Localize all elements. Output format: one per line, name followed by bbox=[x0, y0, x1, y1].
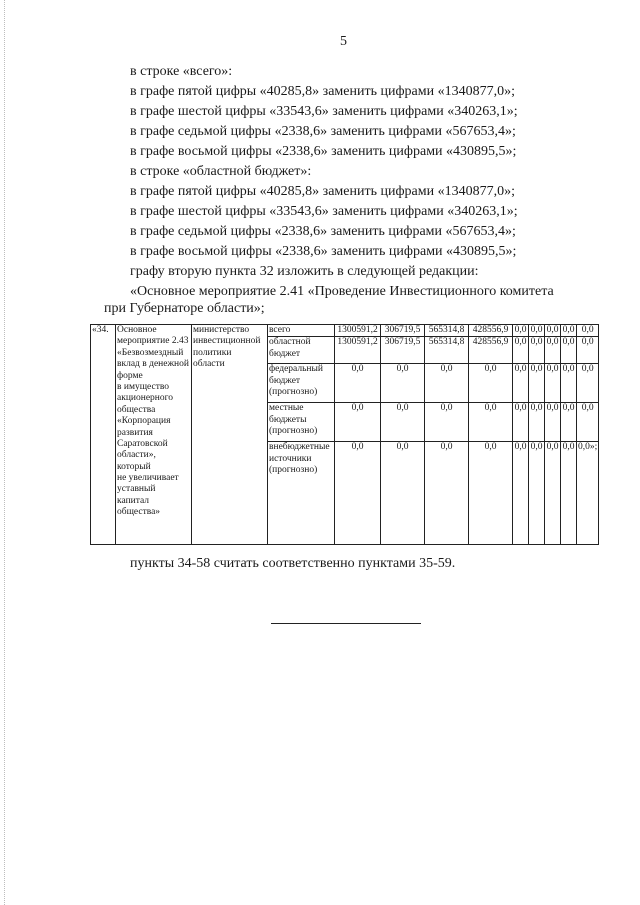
value-cell: 306719,5 bbox=[381, 337, 425, 364]
value-cell: 0,0 bbox=[381, 364, 425, 403]
value-cell: 0,0»; bbox=[577, 442, 599, 545]
value-cell: 1300591,2 bbox=[335, 325, 381, 337]
value-cell: 0,0 bbox=[335, 364, 381, 403]
body-line: при Губернаторе области»; bbox=[104, 301, 265, 316]
value-cell: 0,0 bbox=[577, 364, 599, 403]
value-cell: 0,0 bbox=[513, 325, 529, 337]
source-cell: местные бюджеты (прогнозно) bbox=[268, 403, 335, 442]
value-cell: 0,0 bbox=[335, 403, 381, 442]
executor-cell: министерство инвестиционной политики области bbox=[192, 325, 268, 545]
value-cell: 0,0 bbox=[381, 403, 425, 442]
value-cell: 565314,8 bbox=[425, 337, 469, 364]
body-line: в графе шестой цифры «33543,6» заменить цифрами «340263,1»; bbox=[130, 204, 518, 219]
value-cell: 0,0 bbox=[561, 337, 577, 364]
value-cell: 0,0 bbox=[513, 337, 529, 364]
source-cell: областной бюджет bbox=[268, 337, 335, 364]
body-line: в графе седьмой цифры «2338,6» заменить цифрами «567653,4»; bbox=[130, 224, 516, 239]
value-cell: 0,0 bbox=[469, 364, 513, 403]
source-cell: всего bbox=[268, 325, 335, 337]
body-line: в графе пятой цифры «40285,8» заменить цифрами «1340877,0»; bbox=[130, 84, 515, 99]
value-cell: 0,0 bbox=[529, 403, 545, 442]
scan-edge-marks bbox=[4, 0, 7, 905]
page-number: 5 bbox=[340, 34, 347, 49]
source-cell: внебюджетные источники (прогнозно) bbox=[268, 442, 335, 545]
value-cell: 0,0 bbox=[425, 403, 469, 442]
row-number-cell: «34. bbox=[91, 325, 116, 545]
value-cell: 0,0 bbox=[469, 442, 513, 545]
value-cell: 0,0 bbox=[545, 325, 561, 337]
body-line: в графе седьмой цифры «2338,6» заменить цифрами «567653,4»; bbox=[130, 124, 516, 139]
value-cell: 0,0 bbox=[529, 364, 545, 403]
body-line: в строке «всего»: bbox=[130, 64, 233, 79]
value-cell: 0,0 bbox=[513, 403, 529, 442]
separator-rule bbox=[271, 623, 421, 624]
body-line: графу вторую пункта 32 изложить в следующей редакции: bbox=[130, 264, 479, 279]
value-cell: 1300591,2 bbox=[335, 337, 381, 364]
value-cell: 0,0 bbox=[513, 364, 529, 403]
value-cell: 0,0 bbox=[469, 403, 513, 442]
value-cell: 0,0 bbox=[529, 325, 545, 337]
value-cell: 306719,5 bbox=[381, 325, 425, 337]
body-line: в графе восьмой цифры «2338,6» заменить цифрами «430895,5»; bbox=[130, 144, 517, 159]
value-cell: 0,0 bbox=[425, 442, 469, 545]
value-cell: 0,0 bbox=[545, 403, 561, 442]
body-line: «Основное мероприятие 2.41 «Проведение Инвестиционного комитета bbox=[130, 284, 554, 299]
value-cell: 0,0 bbox=[577, 403, 599, 442]
closing-line: пункты 34-58 считать соответственно пунктами 35-59. bbox=[130, 556, 456, 571]
value-cell: 0,0 bbox=[561, 325, 577, 337]
value-cell: 0,0 bbox=[381, 442, 425, 545]
value-cell: 0,0 bbox=[545, 442, 561, 545]
value-cell: 0,0 bbox=[425, 364, 469, 403]
value-cell: 0,0 bbox=[545, 337, 561, 364]
value-cell: 0,0 bbox=[529, 442, 545, 545]
table-row bbox=[91, 325, 599, 337]
value-cell: 428556,9 bbox=[469, 337, 513, 364]
event-cell: Основное мероприятие 2.43 «Безвозмездный вклад в денежной форме в имущество акционерного общества «Корпорация развития Саратовской области», который не увеличивает уставный капитал общества» bbox=[116, 325, 192, 545]
value-cell: 0,0 bbox=[545, 364, 561, 403]
body-line: в графе пятой цифры «40285,8» заменить цифрами «1340877,0»; bbox=[130, 184, 515, 199]
value-cell: 565314,8 bbox=[425, 325, 469, 337]
value-cell: 0,0 bbox=[577, 325, 599, 337]
value-cell: 0,0 bbox=[561, 442, 577, 545]
body-line: в графе восьмой цифры «2338,6» заменить цифрами «430895,5»; bbox=[130, 244, 517, 259]
value-cell: 0,0 bbox=[561, 403, 577, 442]
body-line: в строке «областной бюджет»: bbox=[130, 164, 312, 179]
value-cell: 0,0 bbox=[561, 364, 577, 403]
source-cell: федеральный бюджет (прогнозно) bbox=[268, 364, 335, 403]
value-cell: 428556,9 bbox=[469, 325, 513, 337]
value-cell: 0,0 bbox=[577, 337, 599, 364]
amendment-table bbox=[90, 324, 599, 545]
body-line: в графе шестой цифры «33543,6» заменить цифрами «340263,1»; bbox=[130, 104, 518, 119]
value-cell: 0,0 bbox=[529, 337, 545, 364]
value-cell: 0,0 bbox=[513, 442, 529, 545]
value-cell: 0,0 bbox=[335, 442, 381, 545]
